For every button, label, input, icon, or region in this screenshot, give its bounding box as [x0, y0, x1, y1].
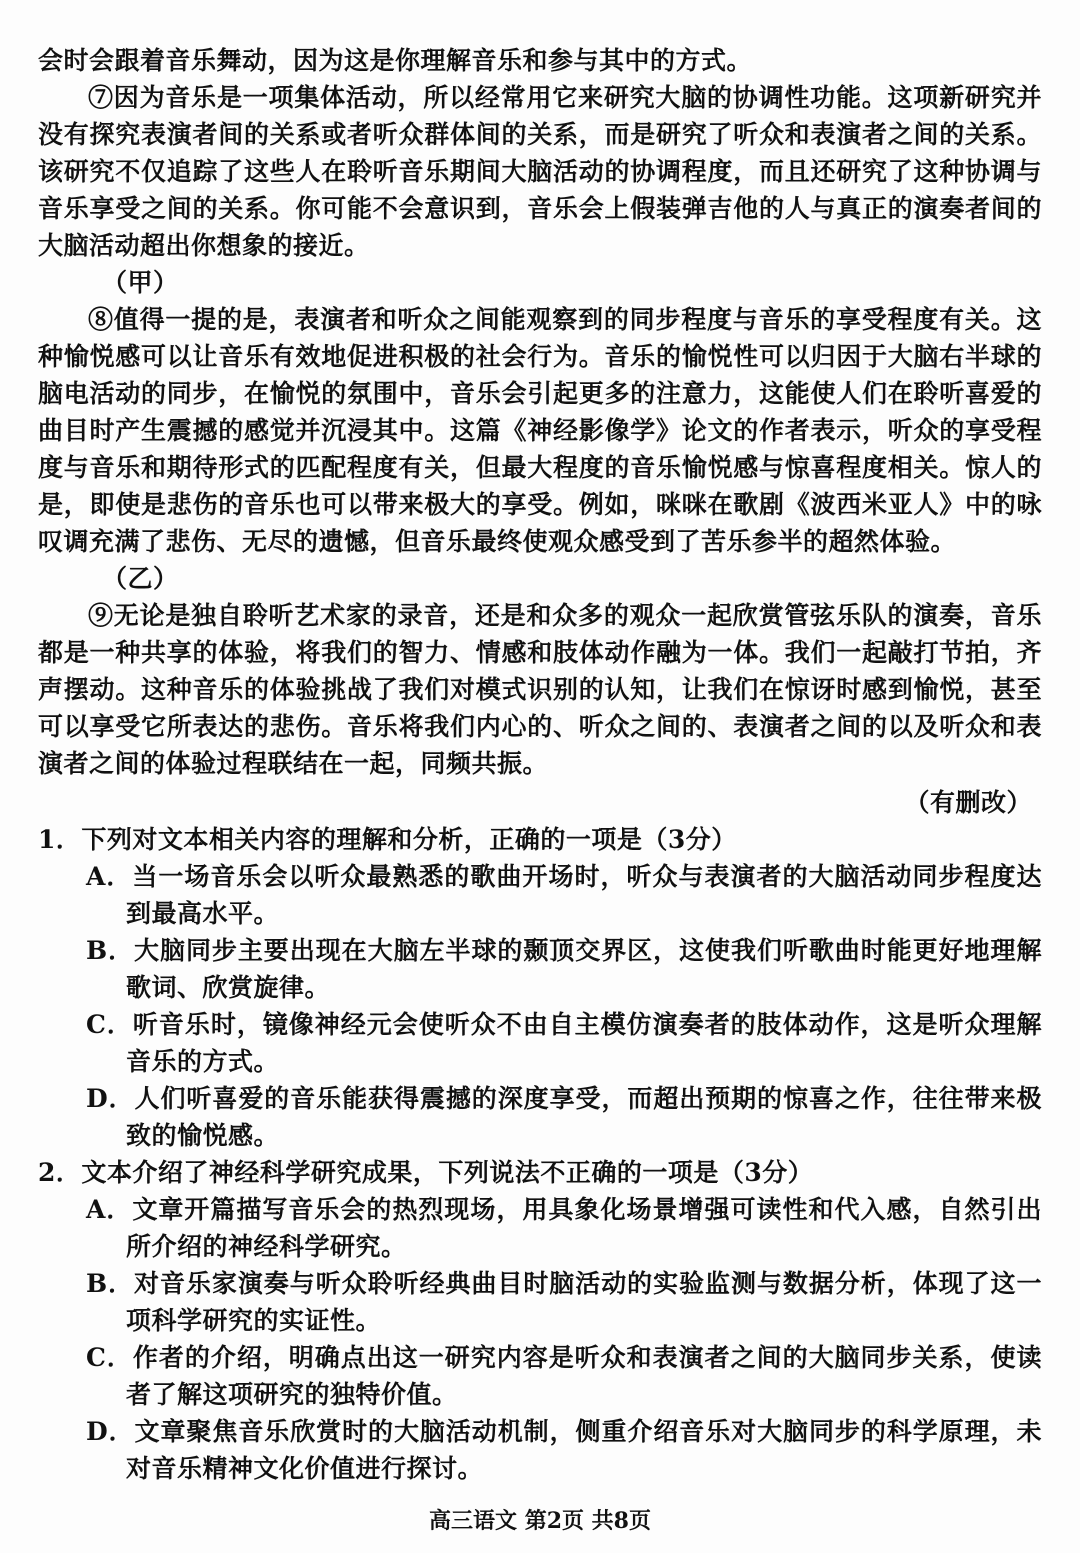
passage-intro-fragment: 会时会跟着音乐舞动，因为这是你理解音乐和参与其中的方式。 — [38, 46, 753, 75]
question-2 — [38, 1154, 1042, 1487]
passage-paragraph-7: ⑦因为音乐是一项集体活动，所以经常用它来研究大脑的协调性功能。这项新研究并没有探究表演者间的关系或者听众群体间的关系，而是研究了听众和表演者之间的关系。该研究不仅追踪了这些人在聆听音乐期间大脑活动的协调程度，而且还研究了这种协调与音乐享受之间的关系。你可能不会意识到，音乐会上假装弹吉他的人与真正的演奏者间的大脑活动超出你想象的接近。 — [38, 83, 1042, 260]
question-1-option-d: D．人们听喜爱的音乐能获得震撼的深度享受，而超出预期的惊喜之作，往往带来极致的愉悦感。 — [86, 1084, 1042, 1150]
question-1 — [38, 821, 1042, 1154]
blank-marker-yi: （乙） — [102, 564, 179, 593]
question-1-option-a: A．当一场音乐会以听众最熟悉的歌曲开场时，听众与表演者的大脑活动同步程度达到最高水平。 — [86, 862, 1042, 928]
question-1-stem: 1．下列对文本相关内容的理解和分析，正确的一项是（3分） — [38, 825, 737, 854]
page-content — [38, 42, 1042, 1487]
question-2-option-d: D．文章聚焦音乐欣赏时的大脑活动机制，侧重介绍音乐对大脑同步的科学原理，未对音乐精神文化价值进行探讨。 — [86, 1417, 1042, 1483]
question-1-option-c: C．听音乐时，镜像神经元会使听众不由自主模仿演奏者的肢体动作，这是听众理解音乐的方式。 — [86, 1010, 1042, 1076]
passage-paragraph-8: ⑧值得一提的是，表演者和听众之间能观察到的同步程度与音乐的享受程度有关。这种愉悦感可以让音乐有效地促进积极的社会行为。音乐的愉悦性可以归因于大脑右半球的脑电活动的同步，在愉悦的氛围中，音乐会引起更多的注意力，这能使人们在聆听喜爱的曲目时产生震撼的感觉并沉浸其中。这篇《神经影像学》论文的作者表示，听众的享受程度与音乐和期待形式的匹配程度有关，但最大程度的音乐愉悦感与惊喜程度相关。惊人的是，即使是悲伤的音乐也可以带来极大的享受。例如，咪咪在歌剧《波西米亚人》中的咏叹调充满了悲伤、无尽的遗憾，但音乐最终使观众感受到了苦乐参半的超然体验。 — [38, 305, 1042, 556]
source-note: （有删改） — [904, 788, 1032, 817]
passage-paragraph-9: ⑨无论是独自聆听艺术家的录音，还是和众多的观众一起欣赏管弦乐队的演奏，音乐都是一种共享的体验，将我们的智力、情感和肢体动作融为一体。我们一起敲打节拍，齐声摆动。这种音乐的体验挑战了我们对模式识别的认知，让我们在惊讶时感到愉悦，甚至可以享受它所表达的悲伤。音乐将我们内心的、听众之间的、表演者之间的以及听众和表演者之间的体验过程联结在一起，同频共振。 — [38, 601, 1042, 778]
question-2-option-b: B．对音乐家演奏与听众聆听经典曲目时脑活动的实验监测与数据分析，体现了这一项科学研究的实证性。 — [86, 1269, 1042, 1335]
question-2-option-c: C．作者的介绍，明确点出这一研究内容是听众和表演者之间的大脑同步关系，使读者了解这项研究的独特价值。 — [86, 1343, 1042, 1409]
question-2-stem: 2．文本介绍了神经科学研究成果，下列说法不正确的一项是（3分） — [38, 1158, 814, 1187]
question-1-option-b: B．大脑同步主要出现在大脑左半球的颞顶交界区，这使我们听歌曲时能更好地理解歌词、欣赏旋律。 — [86, 936, 1042, 1002]
page-footer: 高三语文 第2页 共8页 — [429, 1508, 651, 1534]
question-2-option-a: A．文章开篇描写音乐会的热烈现场，用具象化场景增强可读性和代入感，自然引出所介绍的神经科学研究。 — [86, 1195, 1042, 1261]
blank-marker-jia: （甲） — [102, 268, 179, 297]
